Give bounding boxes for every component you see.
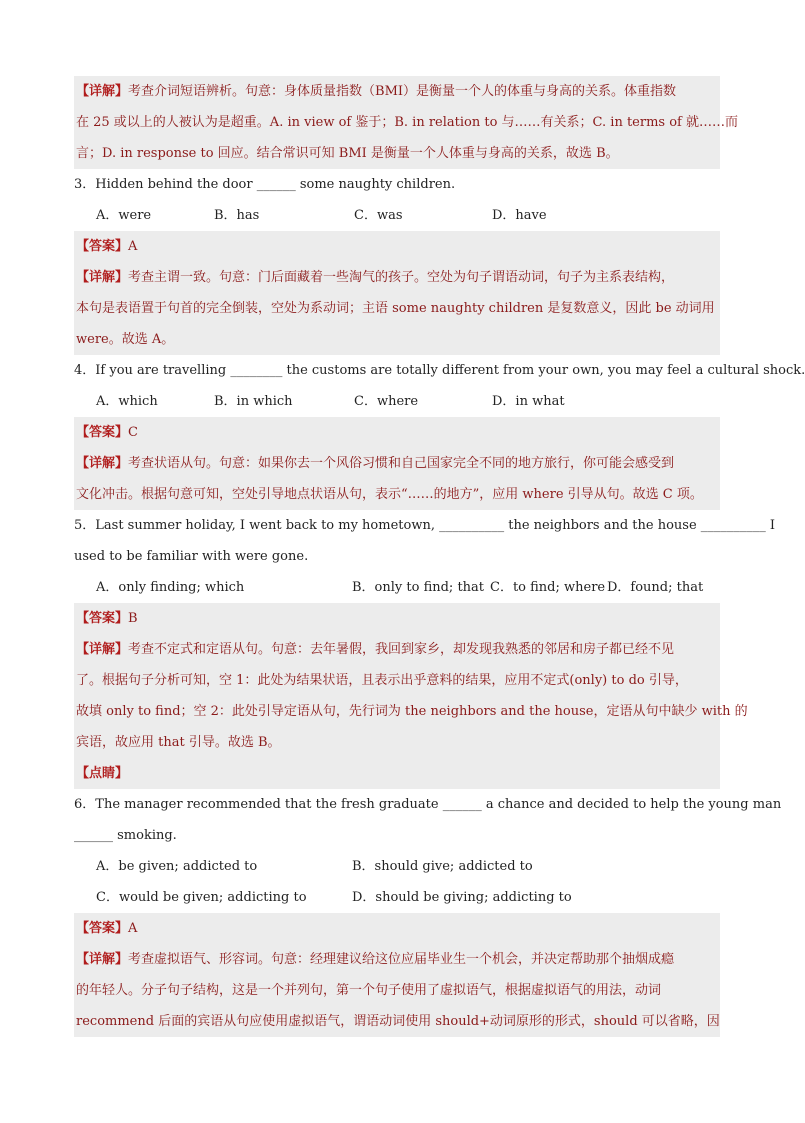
option-choice: D．in what [492,394,565,409]
option-choice: B．should give; addicted to [352,859,533,874]
option-choice: A．be given; addicted to [96,859,258,874]
option-choice: B．only to find; that [352,580,485,595]
question-text: 3．Hidden behind the door ______ some naughty children. [74,177,456,192]
explanation-line: 本句是表语置于句首的完全倒装，空处为系动词；主语 some naughty children 是复数意义，因此 be 动词用 [76,301,715,316]
explanation-line: 【详解】考查介词短语辨析。句意：身体质量指数（BMI）是衡量一个人的体重与身高的关系。体重指数 [76,84,677,99]
option-choice: C．was [354,208,403,223]
explanation-block [74,76,738,169]
options-row [74,386,720,417]
explanation-line: recommend 后面的宾语从句应使用虚拟语气，谓语动词使用 should+动词原形的形式，should 可以省略，因 [76,1014,720,1029]
explanation-line: 【详解】考查状语从句。句意：如果你去一个风俗习惯和自己国家完全不同的地方旅行，你可能会感受到 [76,456,675,471]
answer-block [74,231,720,262]
explanation-line: 文化冲击。根据句意可知，空处引导地点状语从句，表示“……的地方”，应用 where 引导从句。故选 C 项。 [76,487,703,502]
option-choice: C．would be given; addicting to [96,890,307,905]
question-text: 5．Last summer holiday, I went back to my hometown, __________ the neighbors and the house __________ I [74,518,776,533]
option-choice: D．found; that [607,580,704,595]
answer-line: 【答案】A [76,921,138,936]
option-choice: B．in which [214,394,293,409]
explanation-line: 【详解】考查不定式和定语从句。句意：去年暑假，我回到家乡，却发现我熟悉的邻居和房子都已经不见 [76,642,675,657]
option-choice: A．which [96,394,158,409]
explanation-line: 在 25 或以上的人被认为是超重。A. in view of 鉴于；B. in relation to 与……有关系；C. in terms of 就……而 [76,115,738,130]
answer-line: 【答案】A [76,239,138,254]
explanation-line: 宾语，故应用 that 引导。故选 B。 [76,735,281,750]
option-choice: A．were [96,208,152,223]
explanation-line: 言；D. in response to 回应。结合常识可知 BMI 是衡量一个人体重与身高的关系，故选 B。 [76,146,619,161]
explanation-block [74,944,720,1037]
section-tag: 【详解】 [76,952,129,967]
option-choice: C．where [354,394,419,409]
answer-block [74,603,720,634]
explanation-line: 了。根据句子分析可知，空 1：此处为结果状语，且表示出乎意料的结果，应用不定式(only) to do 引导， [76,673,688,688]
document-page [74,76,805,1037]
answer-line: 【答案】B [76,611,138,626]
section-tag: 【答案】 [76,611,129,626]
explanation-line: 【详解】考查主谓一致。句意：门后面藏着一些淘气的孩子。空处为句子谓语动词，句子为主系表结构， [76,270,675,285]
explanation-block [74,262,720,355]
option-choice: D．have [492,208,547,223]
explanation-line: 的年轻人。分子句子结构，这是一个并列句，第一个句子使用了虚拟语气，根据虚拟语气的用法，动词 [76,983,662,998]
section-tag: 【详解】 [76,456,129,471]
question-text: 6．The manager recommended that the fresh graduate ______ a chance and decided to help the young man [74,797,782,812]
explanation-block [74,448,720,510]
section-tag: 【详解】 [76,270,129,285]
explanation-line: 故填 only to find；空 2：此处引导定语从句，先行词为 the neighbors and the house，定语从句中缺少 with 的 [76,704,748,719]
explanation-block [74,634,748,758]
answer-line: 【答案】C [76,425,138,440]
options-row [74,882,720,913]
answer-block [74,417,720,448]
question-text: ______ smoking. [74,828,177,843]
section-tag: 【答案】 [76,239,129,254]
question-text: 4．If you are travelling ________ the customs are totally different from your own, you may feel a cultural shock. [74,363,805,378]
option-choice: B．has [214,208,260,223]
section-tag: 【点睛】 [76,766,129,781]
options-row [74,200,720,231]
answer-block [74,913,720,944]
options-row [74,572,720,603]
answer-line [76,758,718,789]
section-tag: 【答案】 [76,425,129,440]
section-tag: 【答案】 [76,921,129,936]
option-choice: C．to find; where [490,580,606,595]
section-tag: 【详解】 [76,84,129,99]
section-tag: 【详解】 [76,642,129,657]
explanation-line: were。故选 A。 [76,332,175,347]
answer-block [74,758,720,789]
options-row [74,851,720,882]
explanation-line: 【详解】考查虚拟语气、形容词。句意：经理建议给这位应届毕业生一个机会，并决定帮助那个抽烟成瘾 [76,952,675,967]
question-text: used to be familiar with were gone. [74,549,309,564]
option-choice: A．only finding; which [96,580,245,595]
option-choice: D．should be giving; addicting to [352,890,572,905]
